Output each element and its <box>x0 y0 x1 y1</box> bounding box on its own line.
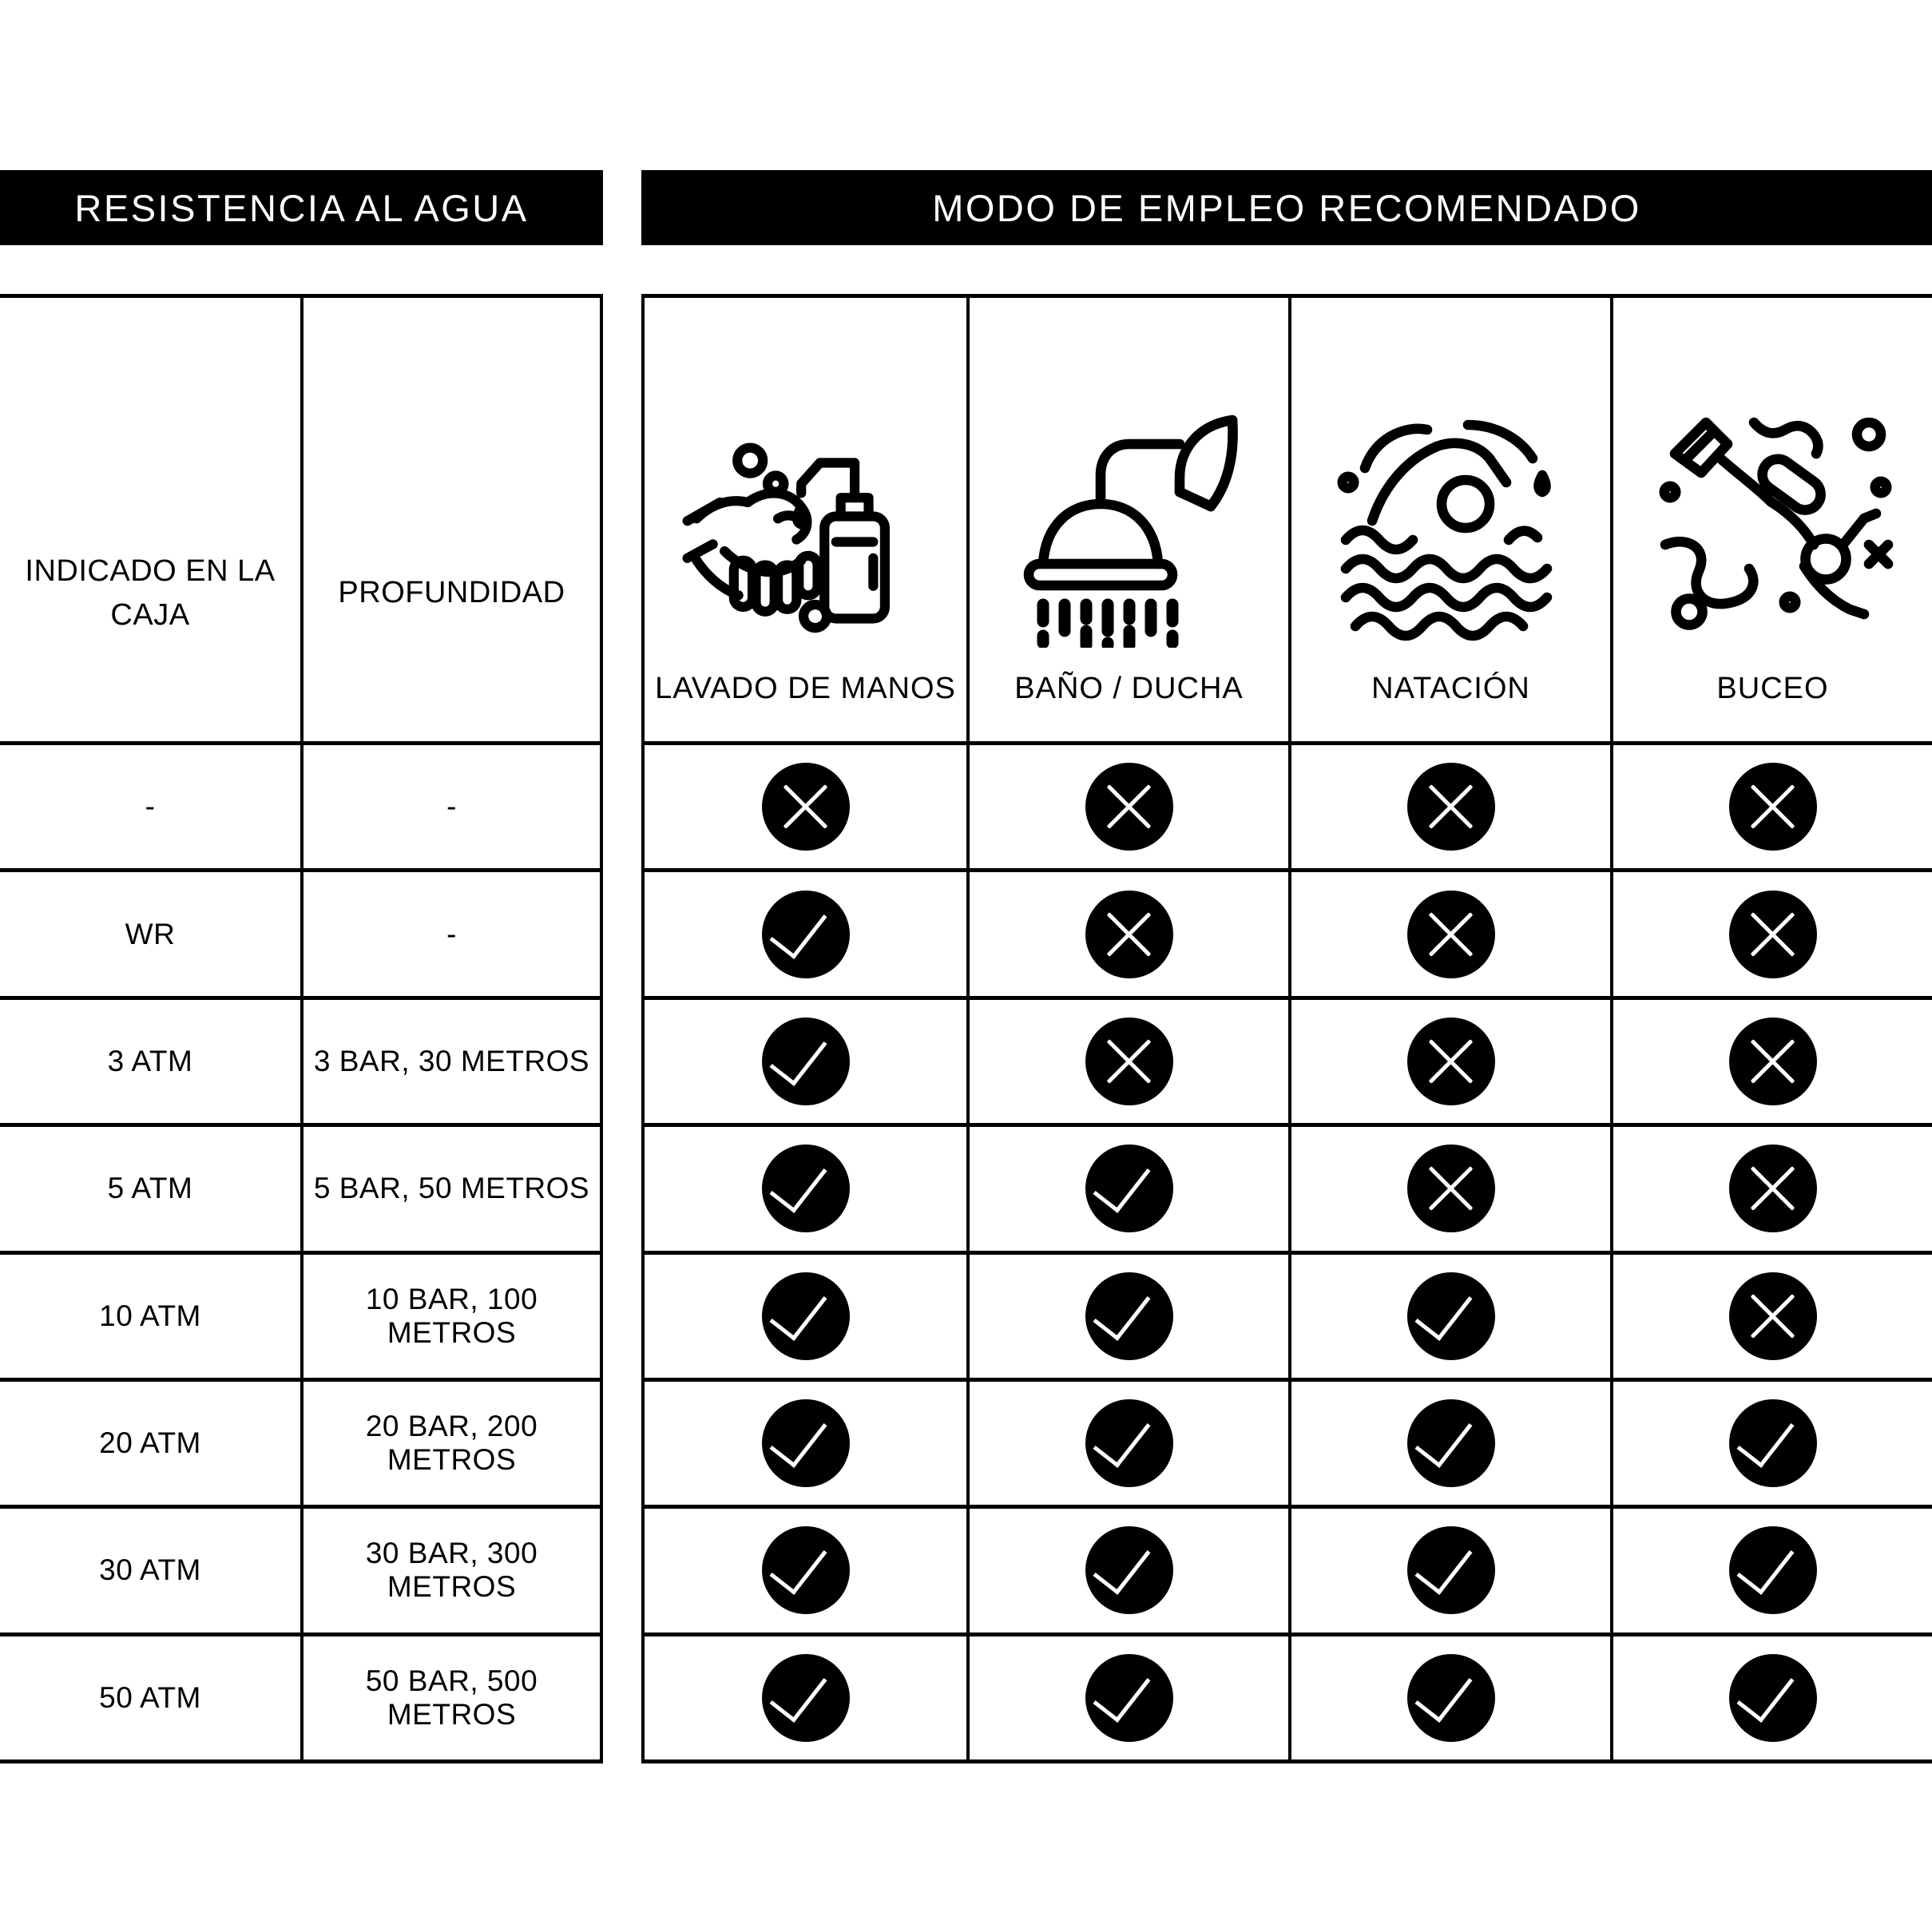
usage-cell <box>1288 741 1610 868</box>
check-mark-icon <box>1085 1526 1173 1614</box>
recommended-use-title-bar <box>641 170 1932 245</box>
depth-cell <box>300 1123 600 1250</box>
depth-value: 50 BAR, 500 METROS <box>365 1664 538 1731</box>
depth-cell <box>300 1632 600 1759</box>
activity-label: LAVADO DE MANOS <box>655 672 956 705</box>
usage-cell <box>645 1378 966 1505</box>
usage-cell <box>966 1632 1288 1759</box>
rating-cell <box>0 1378 300 1505</box>
usage-cell <box>1288 1378 1610 1505</box>
hand-wash-icon <box>678 408 934 648</box>
activity-label: BAÑO / DUCHA <box>1014 672 1244 705</box>
water-resistance-title: RESISTENCIA AL AGUA <box>74 186 529 229</box>
depth-value: - <box>446 790 457 823</box>
swimming-icon <box>1323 408 1579 648</box>
cross-mark-icon <box>762 763 850 851</box>
activity-label: BUCEO <box>1716 672 1829 705</box>
check-mark-icon <box>762 891 850 978</box>
usage-cell <box>645 1632 966 1759</box>
rating-cell <box>0 1505 300 1632</box>
rating-value: WR <box>125 917 176 950</box>
rating-value: 50 ATM <box>99 1680 201 1714</box>
rating-value: 30 ATM <box>99 1553 201 1587</box>
depth-value: 10 BAR, 100 METROS <box>365 1282 538 1349</box>
column-header-depth-label: PROFUNDIDAD <box>338 576 565 610</box>
usage-cell <box>966 868 1288 995</box>
rating-cell <box>0 741 300 868</box>
depth-cell <box>300 1505 600 1632</box>
rating-value: 10 ATM <box>99 1299 201 1332</box>
check-mark-icon <box>1729 1399 1817 1487</box>
check-mark-icon <box>1085 1399 1173 1487</box>
cross-mark-icon <box>1407 891 1495 978</box>
usage-cell <box>966 741 1288 868</box>
water-resistance-table <box>0 294 603 1763</box>
usage-cell <box>1610 1632 1932 1759</box>
usage-cell <box>1610 868 1932 995</box>
depth-cell <box>300 996 600 1123</box>
cross-mark-icon <box>1407 763 1495 851</box>
rating-cell <box>0 1123 300 1250</box>
scuba-diving-icon <box>1645 408 1901 648</box>
usage-cell <box>1610 1505 1932 1632</box>
usage-cell <box>645 996 966 1123</box>
activity-header-hand-wash <box>645 298 966 741</box>
usage-cell <box>1610 1123 1932 1250</box>
check-mark-icon <box>762 1526 850 1614</box>
depth-value: 30 BAR, 300 METROS <box>365 1537 538 1604</box>
check-mark-icon <box>762 1018 850 1105</box>
check-mark-icon <box>762 1654 850 1742</box>
cross-mark-icon <box>1085 763 1173 851</box>
rating-cell <box>0 868 300 995</box>
recommended-use-title: MODO DE EMPLEO RECOMENDADO <box>932 186 1641 229</box>
cross-mark-icon <box>1407 1145 1495 1232</box>
depth-value: 5 BAR, 50 METROS <box>313 1172 590 1205</box>
usage-cell <box>645 1123 966 1250</box>
depth-cell <box>300 868 600 995</box>
usage-cell <box>1610 741 1932 868</box>
usage-cell <box>1610 1378 1932 1505</box>
column-header-depth <box>300 298 600 741</box>
activity-header-swimming <box>1288 298 1610 741</box>
check-mark-icon <box>1407 1654 1495 1742</box>
depth-cell <box>300 1251 600 1378</box>
check-mark-icon <box>762 1145 850 1232</box>
column-header-indicated <box>0 298 300 741</box>
usage-cell <box>645 1505 966 1632</box>
check-mark-icon <box>762 1399 850 1487</box>
cross-mark-icon <box>1729 1145 1817 1232</box>
usage-cell <box>966 1251 1288 1378</box>
column-header-indicated-label: INDICADO EN LA CAJA <box>25 553 276 632</box>
check-mark-icon <box>1729 1526 1817 1614</box>
rating-cell <box>0 1632 300 1759</box>
cross-mark-icon <box>1729 891 1817 978</box>
usage-cell <box>1288 1251 1610 1378</box>
cross-mark-icon <box>1729 1272 1817 1360</box>
usage-cell <box>645 1251 966 1378</box>
check-mark-icon <box>762 1272 850 1360</box>
check-mark-icon <box>1407 1399 1495 1487</box>
cross-mark-icon <box>1085 1018 1173 1105</box>
activity-header-shower <box>966 298 1288 741</box>
usage-cell <box>1610 1251 1932 1378</box>
usage-cell <box>1288 1632 1610 1759</box>
depth-value: 3 BAR, 30 METROS <box>313 1044 590 1077</box>
rating-value: 3 ATM <box>107 1044 193 1077</box>
usage-cell <box>966 996 1288 1123</box>
water-resistance-title-bar <box>0 170 603 245</box>
usage-cell <box>966 1378 1288 1505</box>
usage-cell <box>1288 868 1610 995</box>
usage-cell <box>645 741 966 868</box>
cross-mark-icon <box>1085 891 1173 978</box>
cross-mark-icon <box>1729 763 1817 851</box>
activity-header-diving <box>1610 298 1932 741</box>
rating-value: 20 ATM <box>99 1426 201 1460</box>
check-mark-icon <box>1085 1272 1173 1360</box>
usage-cell <box>1288 1505 1610 1632</box>
check-mark-icon <box>1085 1145 1173 1232</box>
activity-label: NATACIÓN <box>1371 672 1530 705</box>
cross-mark-icon <box>1407 1018 1495 1105</box>
usage-cell <box>1288 1123 1610 1250</box>
usage-cell <box>645 868 966 995</box>
usage-cell <box>1288 996 1610 1123</box>
depth-value: - <box>446 917 457 950</box>
rating-value: 5 ATM <box>107 1172 193 1205</box>
rating-value: - <box>145 790 156 823</box>
depth-value: 20 BAR, 200 METROS <box>365 1410 538 1477</box>
recommended-use-table <box>641 294 1932 1763</box>
rating-cell <box>0 996 300 1123</box>
shower-icon <box>1002 408 1257 648</box>
usage-cell <box>1610 996 1932 1123</box>
check-mark-icon <box>1085 1654 1173 1742</box>
usage-cell <box>966 1505 1288 1632</box>
check-mark-icon <box>1407 1272 1495 1360</box>
cross-mark-icon <box>1729 1018 1817 1105</box>
depth-cell <box>300 1378 600 1505</box>
rating-cell <box>0 1251 300 1378</box>
check-mark-icon <box>1729 1654 1817 1742</box>
check-mark-icon <box>1407 1526 1495 1614</box>
depth-cell <box>300 741 600 868</box>
usage-cell <box>966 1123 1288 1250</box>
